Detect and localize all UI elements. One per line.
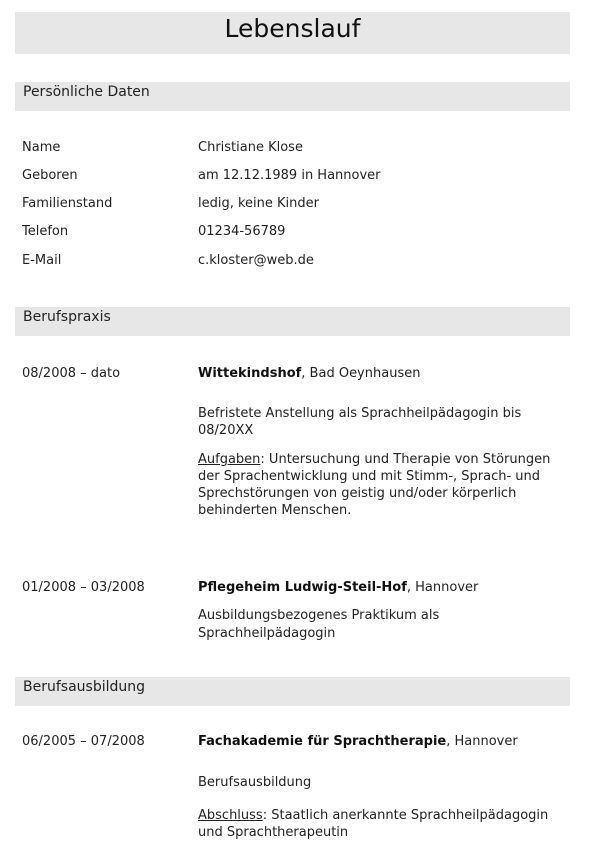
value-marital-status: ledig, keine Kinder [198,196,320,211]
practice-employer-2: Pflegeheim Ludwig-Steil-Hof [198,580,407,595]
practice-employer-line-1 [198,365,558,382]
training-institution-line-1 [198,733,558,750]
section-heading-personal: Persönliche Daten [15,82,570,111]
practice-location-2: , Hannover [406,580,479,595]
training-degree-label-1: Abschluss [198,808,263,823]
value-born: am 12.12.1989 in Hannover [198,168,381,183]
training-period-1: 06/2005 – 07/2008 [22,734,145,749]
practice-tasks-text-1: : Untersuchung und Therapie von Störungen der Sprachentwicklung und mit Stimm-, Sprach- und Sprechstörungen von geistig und/oder körperlich behinderten Menschen. [198,452,551,518]
value-email: c.kloster@web.de [198,253,314,268]
training-institution-1: Fachakademie für Sprachtherapie [198,734,447,749]
practice-period-1: 08/2008 – dato [22,366,121,381]
value-name: Christiane Klose [198,140,303,155]
label-email: E-Mail [22,253,62,268]
practice-tasks-label-1: Aufgaben [198,452,261,467]
practice-employer-1: Wittekindshof [198,366,302,381]
training-location-1: , Hannover [446,734,518,749]
practice-description-2: Ausbildungsbezogenes Praktikum als Sprachheilpädagogin [198,608,440,641]
cv-title: Lebenslauf [15,12,570,54]
practice-location-1: , Bad Oeynhausen [301,366,421,381]
practice-tasks-1 [198,451,558,519]
label-marital-status: Familienstand [22,196,113,211]
section-heading-training: Berufsausbildung [15,677,570,706]
label-name: Name [22,140,61,155]
value-phone: 01234-56789 [198,224,286,239]
label-born: Geboren [22,168,78,183]
label-phone: Telefon [22,224,69,239]
training-degree-1 [198,807,558,841]
training-degree-text-1: : Staatlich anerkannte Sprachheilpädagogin und Sprachtherapeutin [198,808,549,840]
section-heading-practice: Berufspraxis [15,307,570,336]
practice-position-1: Befristete Anstellung als Sprachheilpädagogin bis 08/20XX [198,406,522,438]
training-type-1: Berufsausbildung [198,775,312,790]
practice-period-2: 01/2008 – 03/2008 [22,580,145,595]
practice-employer-line-2 [198,579,558,596]
